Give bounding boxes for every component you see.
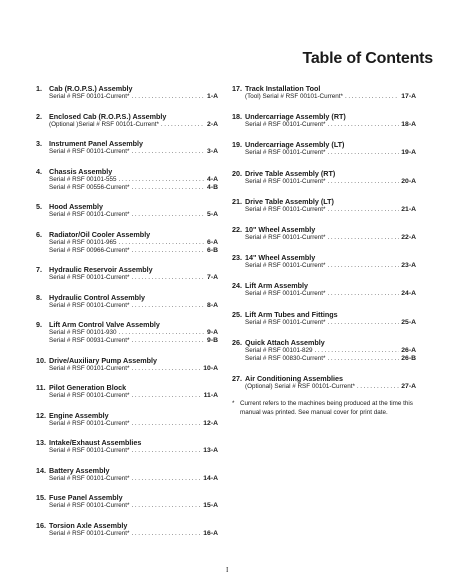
page-reference[interactable]: 26-A bbox=[401, 346, 416, 354]
entry-number: 22. bbox=[232, 224, 242, 234]
entry-serial-line[interactable] bbox=[245, 290, 416, 298]
entry-title[interactable]: Cab (R.O.P.S.) Assembly bbox=[49, 84, 133, 93]
footnote-asterisk: * bbox=[232, 400, 235, 408]
entry-serial-line[interactable] bbox=[245, 355, 416, 363]
toc-entry[interactable] bbox=[36, 167, 218, 192]
toc-entry[interactable] bbox=[232, 169, 416, 186]
entry-heading[interactable] bbox=[232, 84, 416, 93]
page-reference[interactable]: 8-A bbox=[207, 301, 218, 309]
serial-range: Serial # RSF 00101-Current* bbox=[245, 233, 326, 241]
entry-serial-line[interactable] bbox=[245, 262, 416, 270]
entry-title[interactable]: Radiator/Oil Cooler Assembly bbox=[49, 229, 151, 239]
dot-leader bbox=[328, 319, 400, 327]
entry-number: 3. bbox=[36, 139, 42, 148]
entry-heading[interactable] bbox=[232, 225, 416, 234]
page-reference[interactable]: 2-A bbox=[207, 120, 218, 128]
page-reference[interactable]: 21-A bbox=[401, 205, 416, 213]
entry-number: 14. bbox=[36, 465, 46, 475]
dot-leader bbox=[132, 337, 206, 345]
page-reference[interactable]: 12-A bbox=[203, 419, 218, 427]
entry-number: 8. bbox=[36, 292, 42, 302]
entry-title[interactable]: 14" Wheel Assembly bbox=[245, 253, 316, 263]
page-reference[interactable]: 1-A bbox=[207, 93, 218, 100]
dot-leader bbox=[132, 247, 206, 255]
entry-number: 21. bbox=[232, 196, 242, 206]
dot-leader bbox=[119, 329, 205, 337]
entry-number: 5. bbox=[36, 202, 42, 211]
serial-range: Serial # RSF 00101-Current* bbox=[49, 392, 130, 399]
page-reference[interactable]: 26-B bbox=[401, 354, 416, 362]
serial-range: Serial # RSF 00101-Current* bbox=[49, 301, 130, 309]
entry-heading[interactable] bbox=[232, 374, 416, 383]
dot-leader bbox=[357, 383, 399, 391]
serial-range: Serial # RSF 00101-Current* bbox=[245, 262, 326, 270]
dot-leader bbox=[132, 365, 202, 373]
entry-serial-line[interactable] bbox=[49, 447, 218, 455]
dot-leader bbox=[328, 355, 400, 363]
entry-serial-line[interactable] bbox=[49, 247, 218, 255]
entry-title[interactable]: Instrument Panel Assembly bbox=[49, 139, 143, 148]
entry-title[interactable]: Track Installation Tool bbox=[245, 84, 321, 93]
entry-heading[interactable] bbox=[36, 265, 218, 274]
entry-number: 26. bbox=[232, 337, 242, 347]
footnote-text: Current refers to the machines being produced at the time this manual was printed. See manual cover for print date. bbox=[240, 400, 413, 416]
entry-number: 1. bbox=[36, 84, 42, 93]
entry-serial-line[interactable] bbox=[245, 121, 416, 129]
dot-leader bbox=[328, 178, 400, 186]
toc-entry[interactable] bbox=[36, 466, 218, 483]
toc-entry[interactable] bbox=[232, 84, 416, 101]
entry-number: 17. bbox=[232, 84, 242, 93]
dot-leader bbox=[132, 447, 202, 455]
entry-heading[interactable] bbox=[232, 281, 416, 290]
entry-heading[interactable] bbox=[232, 338, 416, 347]
entry-number: 27. bbox=[232, 373, 242, 383]
entry-title[interactable]: Air Conditioning Assemblies bbox=[245, 373, 343, 383]
entry-serial-line[interactable] bbox=[49, 121, 218, 129]
entry-serial-line[interactable] bbox=[245, 383, 416, 391]
entry-number: 6. bbox=[36, 229, 42, 239]
entry-heading[interactable] bbox=[232, 197, 416, 206]
serial-range: Serial # RSF 00101-Current* bbox=[49, 447, 130, 454]
serial-range: Serial # RSF 00101-Current* bbox=[245, 205, 326, 213]
entry-heading[interactable] bbox=[36, 202, 218, 211]
page-reference[interactable]: 18-A bbox=[401, 121, 416, 129]
entry-number: 19. bbox=[232, 140, 242, 150]
entry-serial-line[interactable] bbox=[49, 239, 218, 247]
entry-serial-line[interactable] bbox=[245, 347, 416, 355]
dot-leader bbox=[328, 262, 400, 270]
entry-serial-line[interactable] bbox=[49, 502, 218, 510]
entry-title[interactable]: Drive Table Assembly (LT) bbox=[245, 196, 334, 206]
page-reference[interactable]: 22-A bbox=[401, 233, 416, 241]
page-reference[interactable]: 4-A bbox=[207, 175, 218, 183]
entry-title[interactable]: Lift Arm Assembly bbox=[245, 281, 308, 291]
entry-heading[interactable] bbox=[36, 493, 218, 502]
entry-serial-line[interactable] bbox=[49, 274, 218, 282]
toc-entry[interactable] bbox=[232, 253, 416, 270]
entry-number: 23. bbox=[232, 253, 242, 263]
page-reference[interactable]: 13-A bbox=[203, 447, 218, 454]
serial-range: Serial # RSF 00101-Current* bbox=[245, 177, 326, 185]
entry-heading[interactable] bbox=[232, 140, 416, 149]
entry-number: 20. bbox=[232, 168, 242, 178]
serial-range: Serial # RSF 00830-Current* bbox=[245, 354, 326, 362]
serial-range: Serial # RSF 00101-Current* bbox=[245, 149, 326, 157]
page-reference[interactable]: 25-A bbox=[401, 318, 416, 326]
entry-heading[interactable] bbox=[36, 139, 218, 148]
page-reference[interactable]: 6-B bbox=[207, 246, 218, 254]
dot-leader bbox=[328, 149, 400, 157]
entry-number: 25. bbox=[232, 309, 242, 319]
entry-serial-line[interactable] bbox=[245, 93, 416, 101]
entry-serial-line[interactable] bbox=[245, 319, 416, 327]
toc-entry[interactable] bbox=[36, 521, 218, 538]
entry-heading[interactable] bbox=[36, 438, 218, 447]
entry-title[interactable]: Torsion Axle Assembly bbox=[49, 520, 128, 530]
entry-title[interactable]: Enclosed Cab (R.O.P.S.) Assembly bbox=[49, 111, 167, 121]
entry-number: 18. bbox=[232, 112, 242, 122]
toc-entry[interactable] bbox=[232, 374, 416, 391]
entry-number: 15. bbox=[36, 493, 46, 502]
entry-title[interactable]: Quick Attach Assembly bbox=[245, 337, 325, 347]
dot-leader bbox=[132, 530, 202, 538]
entry-heading[interactable] bbox=[36, 411, 218, 420]
entry-heading[interactable] bbox=[232, 169, 416, 178]
dot-leader bbox=[132, 274, 206, 282]
serial-range: (Optional) Serial # RSF 00101-Current* bbox=[245, 382, 355, 390]
entry-number: 2. bbox=[36, 111, 42, 121]
serial-range: Serial # RSF 00101-Current* bbox=[245, 121, 326, 129]
entry-serial-line[interactable] bbox=[49, 93, 218, 101]
entry-number: 13. bbox=[36, 438, 46, 447]
toc-entry[interactable] bbox=[36, 84, 218, 101]
page-number: I bbox=[226, 566, 229, 574]
entry-serial-line[interactable] bbox=[49, 184, 218, 192]
entry-title[interactable]: 10" Wheel Assembly bbox=[245, 224, 316, 234]
toc-entry[interactable] bbox=[36, 112, 218, 129]
serial-range: Serial # RSF 00101-Current* bbox=[49, 148, 130, 155]
page-reference[interactable]: 9-A bbox=[207, 329, 218, 336]
entry-number: 9. bbox=[36, 320, 42, 329]
toc-entry[interactable] bbox=[36, 438, 218, 455]
entry-title[interactable]: Battery Assembly bbox=[49, 465, 110, 475]
page-reference[interactable]: 3-A bbox=[207, 148, 218, 155]
serial-range: Serial # RSF 00101-Current* bbox=[245, 290, 326, 298]
entry-serial-line[interactable] bbox=[49, 475, 218, 483]
entry-heading[interactable] bbox=[36, 521, 218, 530]
page-reference[interactable]: 7-A bbox=[207, 274, 218, 281]
entry-title[interactable]: Engine Assembly bbox=[49, 410, 109, 420]
page-reference[interactable]: 27-A bbox=[401, 382, 416, 390]
toc-entry[interactable] bbox=[232, 310, 416, 327]
dot-leader bbox=[132, 392, 202, 400]
toc-entry[interactable] bbox=[232, 197, 416, 214]
entry-serial-line[interactable] bbox=[49, 211, 218, 219]
page-reference[interactable]: 5-A bbox=[207, 211, 218, 218]
entry-number: 4. bbox=[36, 166, 42, 176]
dot-leader bbox=[345, 93, 399, 101]
entry-number: 7. bbox=[36, 265, 42, 274]
dot-leader bbox=[119, 176, 205, 184]
serial-range: Serial # RSF 00101-Current* bbox=[49, 502, 130, 509]
page-reference[interactable]: 14-A bbox=[203, 474, 218, 482]
entry-heading[interactable] bbox=[36, 293, 218, 302]
serial-range: Serial # RSF 00101-930 bbox=[49, 329, 117, 336]
entry-number: 16. bbox=[36, 520, 46, 530]
dot-leader bbox=[132, 211, 206, 219]
entry-serial-line[interactable] bbox=[49, 176, 218, 184]
toc-entry[interactable] bbox=[36, 411, 218, 428]
page-reference[interactable]: 9-B bbox=[207, 337, 218, 344]
dot-leader bbox=[132, 148, 206, 156]
entry-serial-line[interactable] bbox=[49, 420, 218, 428]
serial-range: Serial # RSF 00101-965 bbox=[49, 238, 117, 246]
dot-leader bbox=[328, 206, 400, 214]
entry-title[interactable]: Hydraulic Control Assembly bbox=[49, 292, 145, 302]
entry-serial-line[interactable] bbox=[245, 206, 416, 214]
entry-title[interactable]: Pilot Generation Block bbox=[49, 383, 127, 392]
serial-range: Serial # RSF 00101-Current* bbox=[245, 318, 326, 326]
dot-leader bbox=[132, 502, 202, 510]
entry-heading[interactable] bbox=[36, 356, 218, 365]
page-reference[interactable]: 6-A bbox=[207, 238, 218, 246]
toc-entry[interactable] bbox=[36, 493, 218, 510]
page-reference[interactable]: 19-A bbox=[401, 149, 416, 157]
serial-range: (Optional )Serial # RSF 00101-Current* bbox=[49, 120, 159, 128]
page-reference[interactable]: 17-A bbox=[401, 93, 416, 100]
page-reference[interactable]: 24-A bbox=[401, 290, 416, 298]
page-title: Table of Contents bbox=[302, 50, 433, 67]
entry-title[interactable]: Undercarriage Assembly (LT) bbox=[245, 140, 345, 150]
toc-entry[interactable] bbox=[232, 338, 416, 363]
entry-number: 24. bbox=[232, 281, 242, 291]
page-reference[interactable]: 10-A bbox=[203, 364, 218, 372]
entry-number: 12. bbox=[36, 410, 46, 420]
toc-entry[interactable] bbox=[36, 356, 218, 373]
entry-heading[interactable] bbox=[36, 112, 218, 121]
toc-entry[interactable] bbox=[232, 140, 416, 157]
toc-entry[interactable] bbox=[36, 383, 218, 400]
entry-heading[interactable] bbox=[36, 320, 218, 329]
dot-leader bbox=[132, 302, 206, 310]
entry-title[interactable]: Chassis Assembly bbox=[49, 166, 113, 176]
page-reference[interactable]: 16-A bbox=[203, 529, 218, 537]
serial-range: Serial # RSF 00931-Current* bbox=[49, 337, 130, 344]
entry-number: 11. bbox=[36, 383, 46, 392]
dot-leader bbox=[132, 475, 202, 483]
entry-serial-line[interactable] bbox=[49, 365, 218, 373]
dot-leader bbox=[132, 184, 206, 192]
dot-leader bbox=[119, 239, 205, 247]
footnote bbox=[232, 400, 416, 417]
serial-range: Serial # RSF 00101-Current* bbox=[49, 274, 130, 281]
entry-heading[interactable] bbox=[36, 84, 218, 93]
toc-right-column bbox=[232, 84, 416, 417]
toc-entry[interactable] bbox=[36, 320, 218, 345]
serial-range: Serial # RSF 00101-Current* bbox=[49, 529, 130, 537]
toc-entry[interactable] bbox=[36, 202, 218, 219]
dot-leader bbox=[328, 121, 400, 129]
entry-serial-line[interactable] bbox=[49, 392, 218, 400]
toc-entry[interactable] bbox=[36, 139, 218, 156]
toc-entry[interactable] bbox=[232, 112, 416, 129]
entry-heading[interactable] bbox=[36, 167, 218, 176]
page-reference[interactable]: 15-A bbox=[203, 502, 218, 509]
entry-heading[interactable] bbox=[232, 253, 416, 262]
entry-heading[interactable] bbox=[36, 466, 218, 475]
page-reference[interactable]: 4-B bbox=[207, 183, 218, 191]
dot-leader bbox=[315, 347, 400, 355]
toc-left-column bbox=[36, 84, 218, 548]
entry-title[interactable]: Fuse Panel Assembly bbox=[49, 493, 123, 502]
page-reference[interactable]: 23-A bbox=[401, 262, 416, 270]
entry-serial-line[interactable] bbox=[49, 337, 218, 345]
toc-entry[interactable] bbox=[36, 293, 218, 310]
serial-range: Serial # RSF 00101-Current* bbox=[49, 419, 130, 427]
entry-heading[interactable] bbox=[232, 112, 416, 121]
toc-entry[interactable] bbox=[36, 265, 218, 282]
entry-title[interactable]: Drive/Auxiliary Pump Assembly bbox=[49, 355, 157, 365]
dot-leader bbox=[328, 290, 400, 298]
toc-entry[interactable] bbox=[232, 225, 416, 242]
serial-range: Serial # RSF 00966-Current* bbox=[49, 246, 130, 254]
serial-range: Serial # RSF 00101-Current* bbox=[49, 93, 130, 100]
entry-title[interactable]: Undercarriage Assembly (RT) bbox=[245, 112, 346, 122]
entry-serial-line[interactable] bbox=[49, 329, 218, 337]
entry-serial-line[interactable] bbox=[49, 302, 218, 310]
entry-title[interactable]: Drive Table Assembly (RT) bbox=[245, 168, 336, 178]
dot-leader bbox=[328, 234, 400, 242]
entry-serial-line[interactable] bbox=[245, 178, 416, 186]
entry-heading[interactable] bbox=[36, 383, 218, 392]
serial-range: Serial # RSF 00101-Current* bbox=[49, 364, 130, 372]
serial-range: Serial # RSF 00101-829 bbox=[245, 346, 313, 354]
toc-entry[interactable] bbox=[232, 281, 416, 298]
serial-range: Serial # RSF 00101-Current* bbox=[49, 474, 130, 482]
entry-number: 10. bbox=[36, 355, 46, 365]
dot-leader bbox=[132, 420, 202, 428]
entry-serial-line[interactable] bbox=[49, 148, 218, 156]
entry-serial-line[interactable] bbox=[245, 234, 416, 242]
page-reference[interactable]: 11-A bbox=[203, 392, 218, 399]
entry-title[interactable]: Intake/Exhaust Assemblies bbox=[49, 438, 142, 447]
entry-heading[interactable] bbox=[232, 310, 416, 319]
entry-title[interactable]: Lift Arm Control Valve Assembly bbox=[49, 320, 160, 329]
entry-title[interactable]: Hydraulic Reservoir Assembly bbox=[49, 265, 153, 274]
dot-leader bbox=[161, 121, 205, 129]
entry-title[interactable]: Hood Assembly bbox=[49, 202, 104, 211]
serial-range: Serial # RSF 00101-Current* bbox=[49, 211, 130, 218]
toc-entry[interactable] bbox=[36, 230, 218, 255]
dot-leader bbox=[132, 93, 206, 101]
serial-range: Serial # RSF 00101-555 bbox=[49, 175, 117, 183]
entry-serial-line[interactable] bbox=[245, 149, 416, 157]
entry-serial-line[interactable] bbox=[49, 530, 218, 538]
page-reference[interactable]: 20-A bbox=[401, 177, 416, 185]
serial-range: (Tool) Serial # RSF 00101-Current* bbox=[245, 93, 343, 100]
entry-title[interactable]: Lift Arm Tubes and Fittings bbox=[245, 309, 338, 319]
entry-heading[interactable] bbox=[36, 230, 218, 239]
serial-range: Serial # RSF 00556-Current* bbox=[49, 183, 130, 191]
